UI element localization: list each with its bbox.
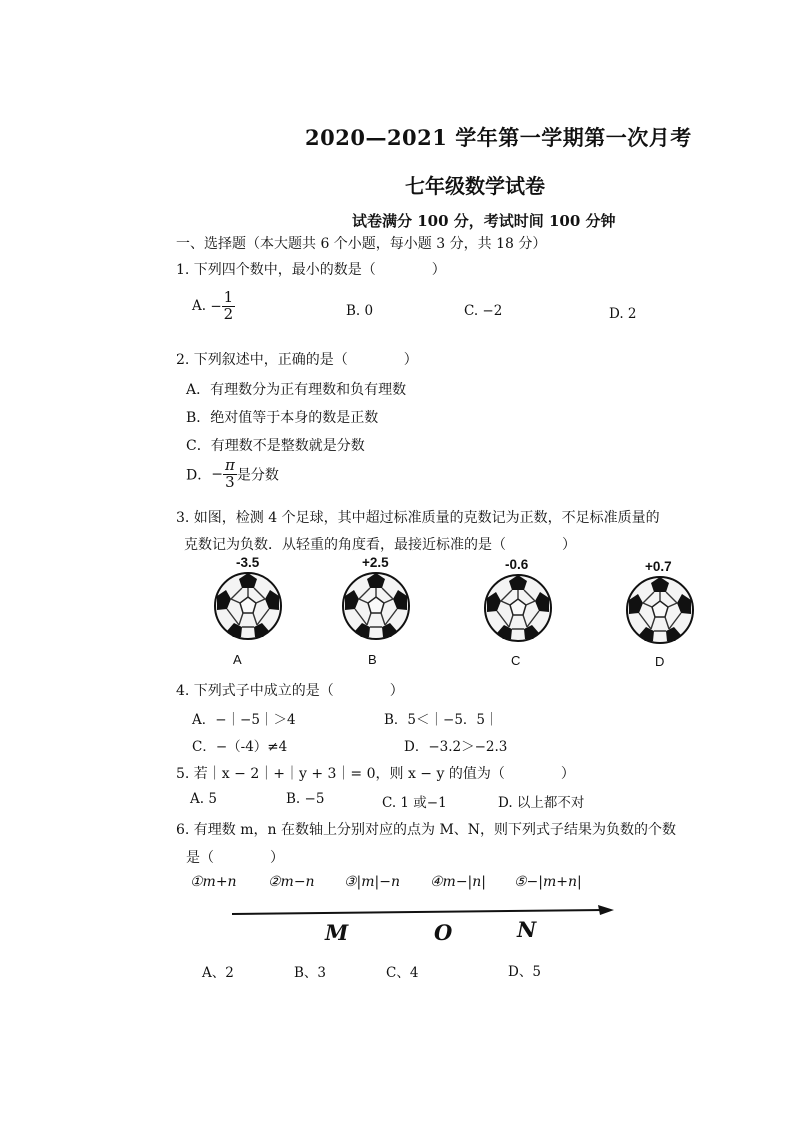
question-4-option-d: D．−3.2＞−2.3 <box>404 739 508 755</box>
exam-title: 2020—2021 学年第一学期第一次月考 <box>305 125 692 150</box>
question-4-stem: 4. 下列式子中成立的是（ ） <box>176 683 404 699</box>
soccer-ball-c <box>485 575 551 641</box>
question-4-option-b: B．5＜｜−5．5｜ <box>384 712 499 728</box>
ball-b-letter: B <box>368 652 377 667</box>
question-2-option-a: A．有理数分为正有理数和负有理数 <box>186 382 407 398</box>
question-5-option-b: B. −5 <box>286 791 325 807</box>
question-6-stem-line2: 是（ ） <box>186 850 284 866</box>
exam-subtitle: 七年级数学试卷 <box>405 174 545 198</box>
ball-d-letter: D <box>655 654 665 669</box>
question-6-expr-3: ③|m|−n <box>344 874 401 890</box>
number-line <box>232 910 604 914</box>
question-6-option-c: C、4 <box>386 965 419 981</box>
number-line-arrow <box>598 905 614 915</box>
question-6-option-d: D、5 <box>508 964 541 980</box>
fraction-denominator: 2 <box>223 304 234 323</box>
question-5-option-d: D. 以上都不对 <box>498 795 585 811</box>
question-6-expr-2: ②m−n <box>268 874 315 890</box>
ball-a-letter: A <box>233 652 242 667</box>
question-2-stem: 2. 下列叙述中，正确的是（ ） <box>176 352 418 368</box>
question-5-option-c: C. 1 或−1 <box>382 795 447 811</box>
option-d-suffix: 是分数 <box>236 467 279 484</box>
section-heading: 一、选择题（本大题共 6 个小题，每小题 3 分，共 18 分） <box>176 236 547 252</box>
soccer-ball-b <box>343 573 409 639</box>
question-5-stem: 5. 若｜x − 2｜+｜y + 3｜= 0，则 x − y 的值为（ ） <box>176 766 575 782</box>
question-3-stem-line2: 克数记为负数．从轻重的角度看，最接近标准的是（ ） <box>184 537 576 553</box>
soccer-ball-d <box>627 577 693 643</box>
question-5-option-a: A. 5 <box>190 791 217 807</box>
question-4-option-c: C．−（-4）≠4 <box>192 739 288 755</box>
ball-a-value: -3.5 <box>236 555 260 570</box>
question-6-option-b: B、3 <box>294 965 327 981</box>
axis-point-o: O <box>434 920 453 945</box>
axis-point-n: N <box>517 917 537 942</box>
question-3-stem-line1: 3. 如图，检测 4 个足球，其中超过标准质量的克数记为正数，不足标准质量的 <box>176 510 660 526</box>
option-a-prefix: A. <box>192 297 207 314</box>
soccer-ball-a <box>215 573 281 639</box>
question-6-expr-4: ④m−|n| <box>430 874 487 890</box>
axis-point-m: M <box>325 920 349 945</box>
question-1-option-d: D. 2 <box>609 306 637 322</box>
fraction-numerator: 1 <box>223 288 234 306</box>
question-2-option-c: C．有理数不是整数就是分数 <box>186 438 365 454</box>
question-1-option-b: B. 0 <box>346 303 374 319</box>
ball-d-value: +0.7 <box>645 559 672 574</box>
ball-b-value: +2.5 <box>362 555 389 570</box>
question-1-option-c: C. −2 <box>464 303 503 319</box>
ball-c-letter: C <box>511 653 521 668</box>
question-4-option-a: A．−｜−5｜＞4 <box>192 712 296 728</box>
option-d-prefix: D． <box>186 467 212 484</box>
question-2-option-b: B．绝对值等于本身的数是正数 <box>186 410 379 426</box>
question-1-stem: 1. 下列四个数中，最小的数是（ ） <box>176 262 446 278</box>
question-6-expr-5: ⑤−|m+n| <box>514 874 582 890</box>
option-d-sign: − <box>211 466 223 483</box>
exam-info: 试卷满分 100 分，考试时间 100 分钟 <box>352 212 616 230</box>
question-6-expr-1: ①m+n <box>190 874 237 890</box>
fraction-denominator: 3 <box>225 472 235 491</box>
option-a-sign: − <box>210 298 222 315</box>
question-6-stem-line1: 6. 有理数 m，n 在数轴上分别对应的点为 M、N，则下列式子结果为负数的个数 <box>176 822 677 838</box>
question-6-option-a: A、2 <box>202 965 234 981</box>
fraction-numerator: π <box>224 456 235 474</box>
ball-c-value: -0.6 <box>505 557 529 572</box>
